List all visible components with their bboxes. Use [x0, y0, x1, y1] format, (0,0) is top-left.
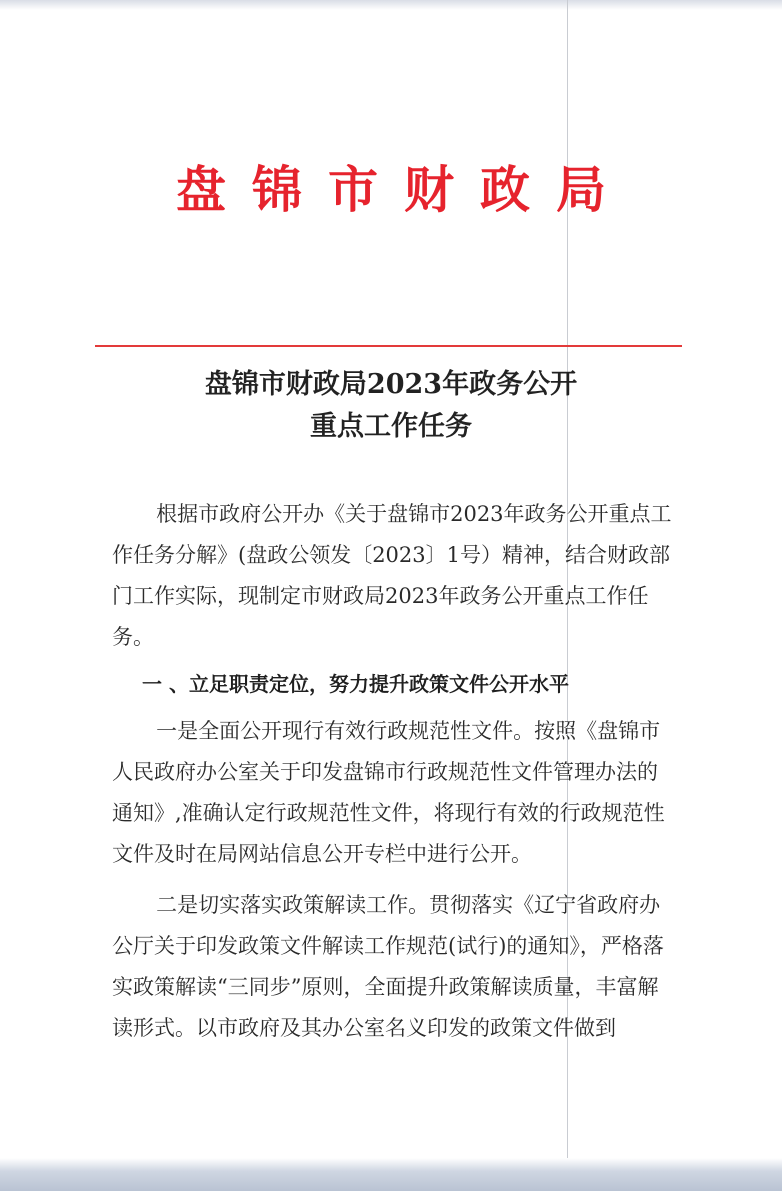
document-title	[0, 364, 782, 448]
item-paragraph-1: 一是全面公开现行有效行政规范性文件。按照《盘锦市人民政府办公室关于印发盘锦市行政规范性文件管理办法的通知》,准确认定行政规范性文件，将现行有效的行政规范性文件及时在局网站信息公开专栏中进行公开。	[112, 719, 665, 866]
document-title-line2: 重点工作任务	[310, 411, 472, 442]
document-title-line1: 盘锦市财政局2023年政务公开	[204, 369, 578, 400]
letterhead-org-name: 盘锦市财政局	[176, 161, 632, 219]
item-paragraph-2: 二是切实落实政策解读工作。贯彻落实《辽宁省政府办公厅关于印发政策文件解读工作规范(试行)的通知》，严格落实政策解读“三同步”原则，全面提升政策解读质量，丰富解读形式。以市政府及其办公室名义印发的政策文件做到	[112, 893, 664, 1040]
scan-edge-top	[0, 0, 782, 10]
scan-edge-bottom	[0, 1158, 782, 1191]
letterhead-red-rule	[95, 345, 682, 347]
document-body	[112, 494, 672, 1049]
section-heading: 一 、立足职责定位，努力提升政策文件公开水平	[142, 672, 569, 696]
intro-paragraph: 根据市政府公开办《关于盘锦市2023年政务公开重点工作任务分解》(盘政公领发〔2023〕1号）精神，结合财政部门工作实际，现制定市财政局2023年政务公开重点工作任务。	[112, 502, 672, 649]
